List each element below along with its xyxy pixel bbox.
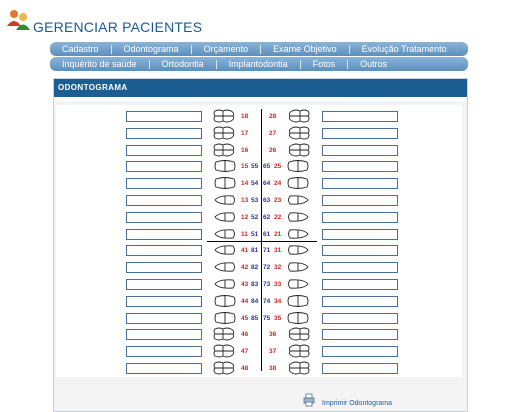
tooth-note-field-left[interactable] <box>126 262 202 273</box>
app-header <box>6 6 500 36</box>
tooth-icon[interactable] <box>213 126 237 140</box>
tooth-note-field-left[interactable] <box>126 161 202 172</box>
deciduous-tooth-number: 62 <box>263 213 271 221</box>
deciduous-tooth-number: 73 <box>263 281 271 288</box>
tooth-number: 31 <box>274 247 282 255</box>
deciduous-tooth-number: 63 <box>263 197 271 204</box>
tooth-icon[interactable] <box>213 243 237 257</box>
tooth-number: 33 <box>274 281 282 288</box>
tooth-number: 13 <box>241 197 249 204</box>
tooth-note-field-right[interactable] <box>322 128 398 139</box>
print-odontogram-button[interactable] <box>302 391 392 407</box>
tooth-icon[interactable] <box>213 344 237 358</box>
tooth-note-field-right[interactable] <box>322 279 398 290</box>
tooth-icon[interactable] <box>286 311 310 325</box>
deciduous-tooth-number: 82 <box>251 264 259 272</box>
odontogram-panel <box>53 78 468 412</box>
tooth-number: 21 <box>274 230 282 238</box>
deciduous-tooth-number: 75 <box>263 314 271 322</box>
tooth-icon[interactable] <box>213 277 237 291</box>
tooth-note-field-left[interactable] <box>126 363 202 374</box>
deciduous-tooth-number: 64 <box>263 180 271 188</box>
tooth-note-field-left[interactable] <box>126 346 202 357</box>
tab-exame-objetivo[interactable]: Exame Objetivo <box>273 44 337 54</box>
tooth-icon[interactable] <box>286 243 310 257</box>
tooth-number: 25 <box>274 163 282 171</box>
tooth-number: 47 <box>241 348 249 356</box>
tooth-note-field-left[interactable] <box>126 279 202 290</box>
tooth-number: 38 <box>269 365 277 372</box>
tooth-note-field-left[interactable] <box>126 212 202 223</box>
page-title: GERENCIAR PACIENTES <box>33 19 203 35</box>
deciduous-tooth-number: 52 <box>251 213 259 221</box>
tooth-note-field-right[interactable] <box>322 229 398 240</box>
deciduous-tooth-number: 55 <box>251 163 259 171</box>
odontogram-chart <box>56 105 462 377</box>
tooth-note-field-right[interactable] <box>322 212 398 223</box>
tooth-icon[interactable] <box>286 327 310 341</box>
tooth-note-field-left[interactable] <box>126 178 202 189</box>
tooth-icon[interactable] <box>286 143 310 157</box>
tooth-note-field-right[interactable] <box>322 363 398 374</box>
tooth-number: 17 <box>241 129 249 137</box>
tooth-icon[interactable] <box>286 344 310 358</box>
tooth-number: 12 <box>241 213 249 221</box>
deciduous-tooth-number: 71 <box>263 247 271 255</box>
tooth-number: 41 <box>241 247 249 255</box>
tooth-icon[interactable] <box>286 159 310 173</box>
tooth-number: 45 <box>241 314 249 322</box>
tooth-note-field-left[interactable] <box>126 245 202 256</box>
tooth-number: 42 <box>241 264 249 272</box>
tab-inquerito-de-saude[interactable]: Inquérito de saúde <box>62 59 137 69</box>
tooth-number: 44 <box>241 297 249 305</box>
deciduous-tooth-number: 61 <box>263 230 271 238</box>
tooth-note-field-left[interactable] <box>126 229 202 240</box>
tooth-icon[interactable] <box>213 294 237 308</box>
tooth-number: 36 <box>269 331 277 339</box>
tooth-number: 37 <box>269 348 277 356</box>
tooth-icon[interactable] <box>286 109 310 123</box>
tooth-icon[interactable] <box>213 327 237 341</box>
tooth-number: 46 <box>241 331 249 339</box>
tab-odontograma[interactable]: Odontograma <box>123 44 179 54</box>
tab-outros[interactable]: Outros <box>360 59 388 69</box>
tooth-note-field-right[interactable] <box>322 178 398 189</box>
tooth-number: 35 <box>274 314 282 322</box>
midline-horizontal <box>207 241 317 242</box>
tooth-icon[interactable] <box>286 260 310 274</box>
tooth-number: 48 <box>241 365 249 372</box>
tooth-note-field-right[interactable] <box>322 195 398 206</box>
tooth-icon[interactable] <box>213 361 237 375</box>
deciduous-tooth-number: 84 <box>251 297 259 305</box>
tooth-number: 18 <box>241 113 249 120</box>
tooth-number: 28 <box>269 113 277 120</box>
deciduous-tooth-number: 72 <box>263 264 271 272</box>
tooth-note-field-right[interactable] <box>322 313 398 324</box>
tab-orcamento[interactable]: Orçamento <box>203 44 249 54</box>
tooth-note-field-left[interactable] <box>126 195 202 206</box>
print-label: Imprimir Odontograma <box>322 400 393 407</box>
deciduous-tooth-number: 51 <box>251 230 259 238</box>
tooth-icon[interactable] <box>286 294 310 308</box>
tooth-note-field-right[interactable] <box>322 245 398 256</box>
tab-implantodontia[interactable]: Implantodontia <box>228 59 288 69</box>
deciduous-tooth-number: 81 <box>251 247 259 255</box>
midline-vertical <box>261 109 262 371</box>
tooth-number: 11 <box>241 230 248 238</box>
tooth-note-field-left[interactable] <box>126 111 202 122</box>
panel-title: ODONTOGRAMA <box>54 79 467 97</box>
tooth-icon[interactable] <box>286 227 310 241</box>
deciduous-tooth-number: 74 <box>263 297 271 305</box>
tooth-note-field-left[interactable] <box>126 313 202 324</box>
tooth-note-field-left[interactable] <box>126 145 202 156</box>
tooth-icon[interactable] <box>286 126 310 140</box>
tooth-icon[interactable] <box>213 176 237 190</box>
tooth-icon[interactable] <box>213 159 237 173</box>
deciduous-tooth-number: 53 <box>251 197 259 204</box>
tooth-note-field-right[interactable] <box>322 111 398 122</box>
tooth-note-field-right[interactable] <box>322 296 398 307</box>
tooth-icon[interactable] <box>286 176 310 190</box>
tooth-note-field-right[interactable] <box>322 145 398 156</box>
tooth-icon[interactable] <box>213 193 237 207</box>
tooth-number: 26 <box>269 146 277 154</box>
tab-fotos[interactable]: Fotos <box>312 59 336 69</box>
tooth-icon[interactable] <box>286 193 310 207</box>
tab-cadastro[interactable]: Cadastro <box>62 44 99 54</box>
tooth-icon[interactable] <box>286 210 310 224</box>
tooth-icon[interactable] <box>213 311 237 325</box>
tab-ortodontia[interactable]: Ortodontia <box>161 59 204 69</box>
tooth-number: 34 <box>274 297 282 305</box>
tooth-icon[interactable] <box>213 143 237 157</box>
deciduous-tooth-number: 85 <box>251 314 259 322</box>
tooth-icon[interactable] <box>213 260 237 274</box>
users-icon <box>6 8 32 34</box>
tab-evolucao-tratamento[interactable]: Evolução Tratamento <box>361 44 447 54</box>
nav-row-2 <box>50 57 468 71</box>
tooth-number: 15 <box>241 163 249 171</box>
tooth-note-field-left[interactable] <box>126 128 202 139</box>
tooth-note-field-left[interactable] <box>126 329 202 340</box>
tooth-number: 24 <box>274 180 282 188</box>
nav-row-1 <box>50 42 468 56</box>
tooth-icon[interactable] <box>213 227 237 241</box>
deciduous-tooth-number: 83 <box>251 281 259 288</box>
tooth-note-field-left[interactable] <box>126 296 202 307</box>
tooth-icon[interactable] <box>286 277 310 291</box>
tooth-icon[interactable] <box>213 109 237 123</box>
tooth-number: 27 <box>269 129 277 137</box>
tooth-number: 14 <box>241 180 249 188</box>
panel-separator <box>54 97 467 101</box>
tooth-icon[interactable] <box>213 210 237 224</box>
printer-icon <box>302 393 316 407</box>
tooth-icon[interactable] <box>286 361 310 375</box>
tooth-note-field-right[interactable] <box>322 262 398 273</box>
tooth-number: 16 <box>241 146 249 154</box>
tooth-note-field-right[interactable] <box>322 161 398 172</box>
tooth-note-field-right[interactable] <box>322 329 398 340</box>
deciduous-tooth-number: 65 <box>263 163 271 171</box>
tooth-number: 22 <box>274 213 282 221</box>
tooth-number: 32 <box>274 264 282 272</box>
deciduous-tooth-number: 54 <box>251 180 259 188</box>
tooth-number: 23 <box>274 197 282 204</box>
tooth-number: 43 <box>241 281 249 288</box>
tooth-note-field-right[interactable] <box>322 346 398 357</box>
